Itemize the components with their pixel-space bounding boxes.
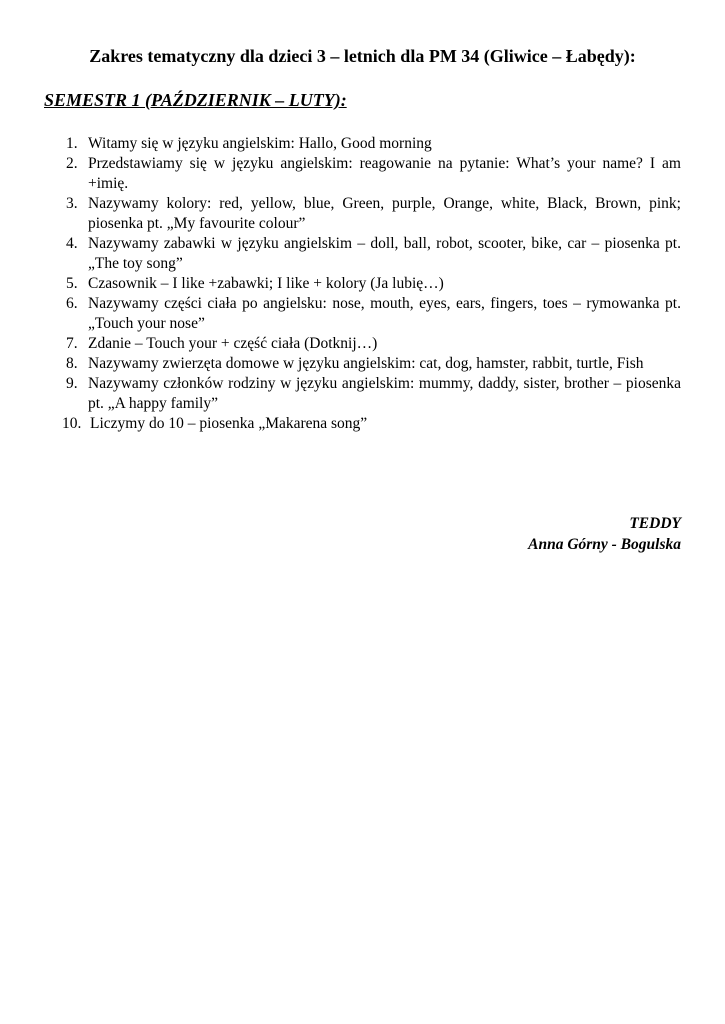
topic-number: 7. [66,335,78,352]
topic-number: 9. [66,375,78,392]
topic-number: 2. [66,155,78,172]
topic-item-7 [44,334,681,354]
signature-block [528,513,681,555]
signature-org: TEDDY [629,515,681,532]
topic-item-1 [44,134,681,154]
topic-text: Nazywamy zabawki w języku angielskim – doll, ball, robot, scooter, bike, car – piosenka pt. „The toy song” [88,235,681,272]
topic-item-2 [44,154,681,194]
topic-text: Nazywamy części ciała po angielsku: nose, mouth, eyes, ears, fingers, toes – rymowanka pt. „Touch your nose” [88,295,681,332]
topic-text: Nazywamy kolory: red, yellow, blue, Green, purple, Orange, white, Black, Brown, pink; piosenka pt. „My favourite colour” [88,195,681,232]
topic-text: Czasownik – I like +zabawki; I like + kolory (Ja lubię…) [88,275,444,292]
topic-item-9 [44,374,681,414]
topic-text: Nazywamy zwierzęta domowe w języku angielskim: cat, dog, hamster, rabbit, turtle, Fish [88,355,644,372]
topic-list [44,134,681,434]
topic-item-6 [44,294,681,334]
topic-text: Nazywamy członków rodziny w języku angielskim: mummy, daddy, sister, brother – piosenka pt. „A happy family” [88,375,681,412]
topic-text: Liczymy do 10 – piosenka „Makarena song” [90,415,368,432]
topic-text: Zdanie – Touch your + część ciała (Dotknij…) [88,335,378,352]
topic-item-8 [44,354,681,374]
topic-item-3 [44,194,681,234]
topic-number: 8. [66,355,78,372]
topic-text: Przedstawiamy się w języku angielskim: reagowanie na pytanie: What’s your name? I am +imię. [88,155,681,192]
topic-item-10 [44,414,681,434]
topic-text: Witamy się w języku angielskim: Hallo, Good morning [88,135,432,152]
topic-number: 1. [66,135,78,152]
topic-number: 6. [66,295,78,312]
topic-item-5 [44,274,681,294]
semester-heading: SEMESTR 1 (PAŹDZIERNIK – LUTY): [44,90,347,110]
topic-number: 5. [66,275,78,292]
topic-number: 4. [66,235,78,252]
topic-number: 10. [62,415,82,432]
document-title: Zakres tematyczny dla dzieci 3 – letnich dla PM 34 (Gliwice – Łabędy): [89,46,636,66]
topic-number: 3. [66,195,78,212]
topic-item-4 [44,234,681,274]
signature-author: Anna Górny - Bogulska [528,536,681,553]
